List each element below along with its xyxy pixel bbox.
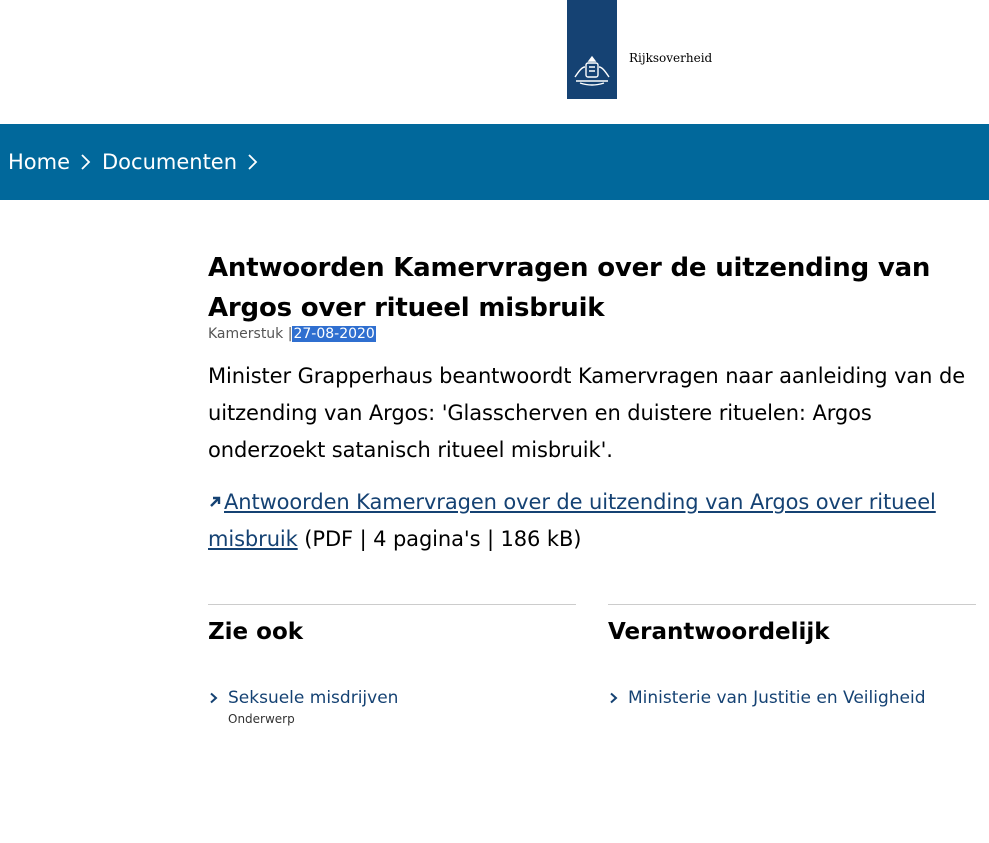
responsible-heading: Verantwoordelijk (608, 619, 830, 645)
responsible-link-ministerie[interactable]: Ministerie van Justitie en Veiligheid (628, 688, 926, 708)
download-info: (PDF | 4 pagina's | 186 kB) (304, 527, 582, 551)
see-also-link-seksuele-misdrijven[interactable]: Seksuele misdrijven (228, 688, 399, 708)
document-date: 27-08-2020 (293, 326, 375, 342)
responsible-item[interactable] (608, 688, 976, 708)
download-block (208, 484, 978, 558)
main-content (208, 248, 978, 558)
page-title: Antwoorden Kamervragen over de uitzending van Argos over ritueel misbruik (208, 253, 931, 323)
document-type: Kamerstuk (208, 326, 284, 342)
meta-separator: | (287, 326, 293, 342)
responsible-section (608, 604, 976, 708)
crest-icon (572, 55, 612, 87)
download-link[interactable]: Antwoorden Kamervragen over de uitzending van Argos over ritueel misbruik (208, 490, 936, 551)
see-also-heading: Zie ook (208, 619, 304, 645)
see-also-item-type: Onderwerp (228, 712, 295, 726)
see-also-section (208, 604, 576, 726)
intro-text: Minister Grapperhaus beantwoordt Kamervragen naar aanleiding van de uitzending van Argos: 'Glasscherven en duistere rituelen: Argos onderzoekt satanisch ritueel misbruik'. (208, 364, 966, 462)
external-arrow-icon (208, 495, 222, 509)
breadcrumb (0, 124, 989, 200)
breadcrumb-home-link[interactable]: Home (8, 150, 71, 174)
breadcrumb-documenten-link[interactable]: Documenten (102, 150, 238, 174)
chevron-right-icon (208, 692, 220, 704)
logo-text[interactable]: Rijksoverheid (629, 51, 713, 65)
logo-emblem[interactable] (567, 0, 617, 99)
chevron-right-icon (76, 152, 96, 172)
chevron-right-icon (243, 152, 263, 172)
see-also-item[interactable] (208, 688, 576, 708)
chevron-right-icon (608, 692, 620, 704)
